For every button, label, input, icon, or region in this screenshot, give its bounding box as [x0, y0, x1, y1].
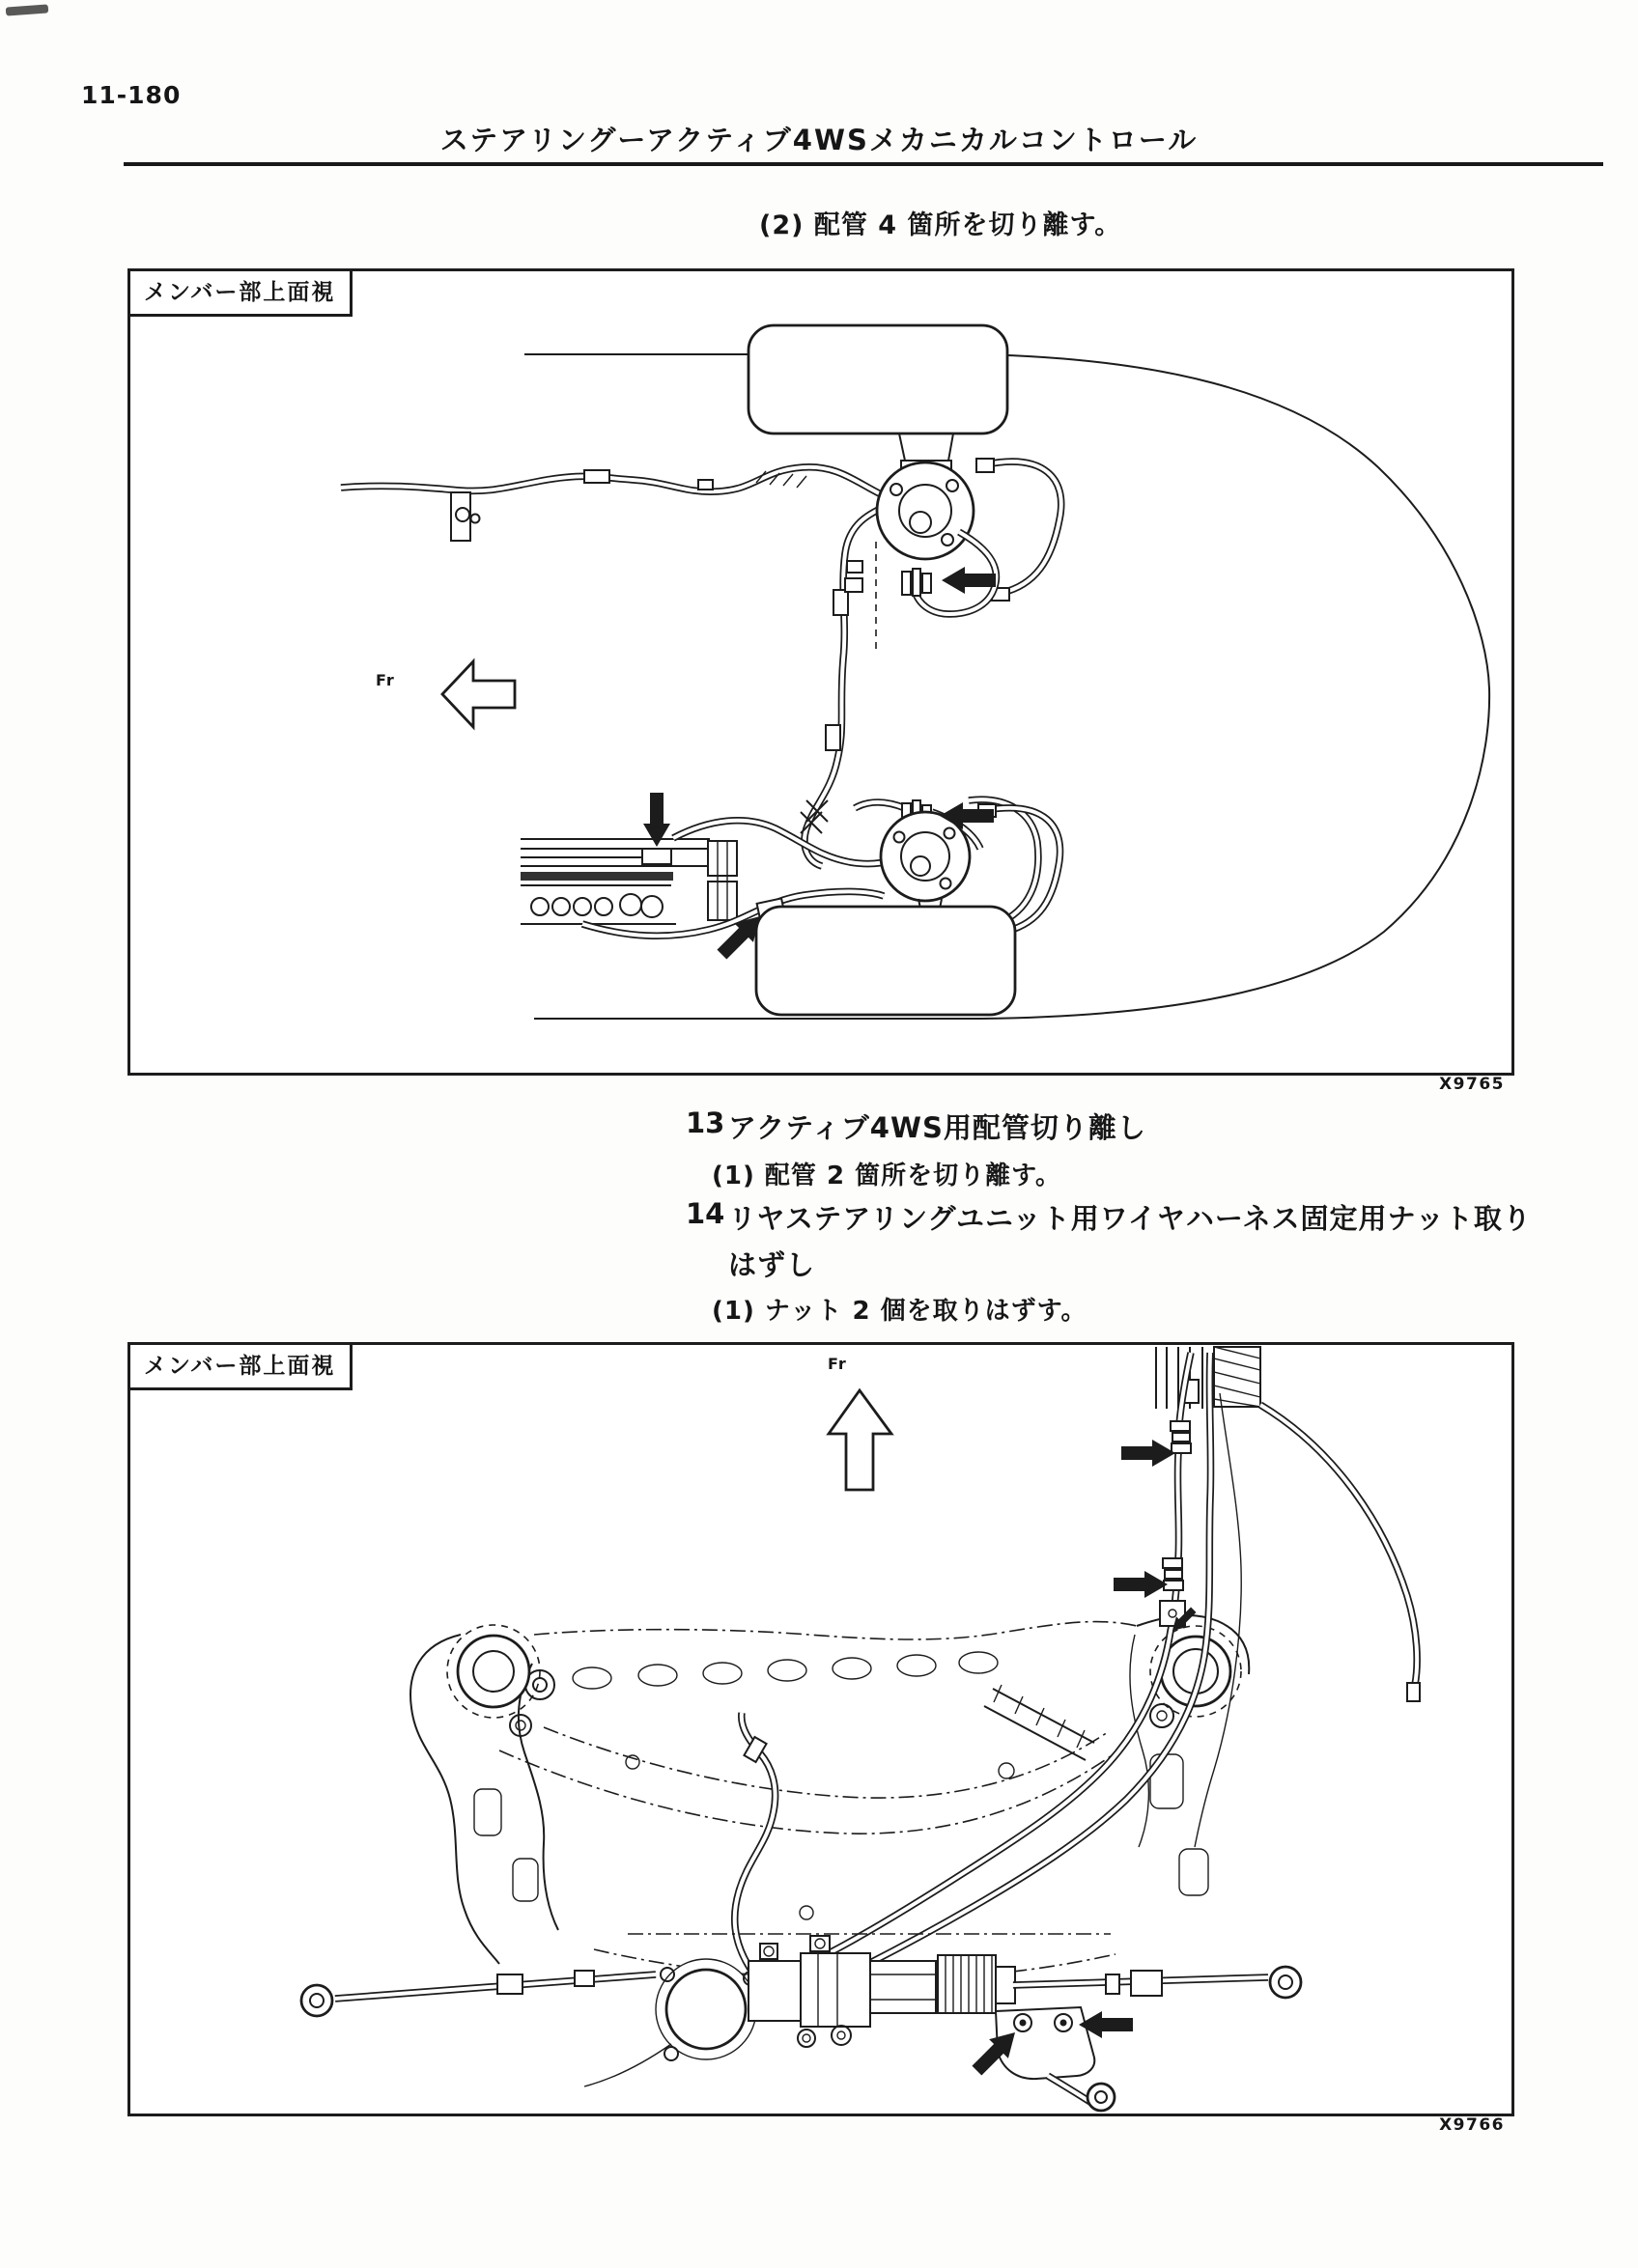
- item-14-substep: (1) ナット 2 個を取りはずす。: [712, 1297, 1087, 1326]
- item-13-substep: (1) 配管 2 箇所を切り離す。: [712, 1162, 1062, 1190]
- item-14-number: 14: [686, 1197, 725, 1230]
- fr-label: Fr: [828, 1355, 847, 1373]
- fr-direction-arrow: [442, 661, 515, 727]
- figure-bottom-drawing: [130, 1345, 1511, 2114]
- figure-member-top-view-crossmember: [127, 1342, 1514, 2116]
- center-pipe: [801, 503, 893, 866]
- crossmember-outline: [410, 1615, 1249, 1964]
- disconnect-arrow-1: [942, 567, 996, 594]
- cooler-unit: [521, 839, 737, 924]
- figure-code-x9765: X9765: [1439, 1075, 1505, 1094]
- pipe-strap: [984, 1685, 1094, 1760]
- item-14-title-line2: はずし: [728, 1248, 816, 1281]
- figure-code-x9766: X9766: [1439, 2115, 1505, 2135]
- figure-member-top-view-piping: [127, 268, 1514, 1076]
- rear-steering-unit: [301, 1934, 1301, 2086]
- bushing-ring-right: [1150, 1626, 1241, 1727]
- fr-label: Fr: [376, 671, 395, 689]
- step-2-text: (2) 配管 4 箇所を切り離す。: [759, 210, 1122, 240]
- item-13-number: 13: [686, 1106, 725, 1139]
- disconnect-arrow-2: [1114, 1571, 1168, 1598]
- view-label: メンバー部上面視: [127, 1342, 353, 1390]
- disconnect-arrow-1: [1121, 1440, 1175, 1467]
- rear-tire-top: [748, 325, 1007, 476]
- bushing-ring-left: [447, 1625, 540, 1736]
- rear-tire-bottom: [756, 899, 1015, 1015]
- item-13-title: アクティブ4WS用配管切り離し: [728, 1111, 1146, 1144]
- view-label: メンバー部上面視: [127, 268, 353, 317]
- page-title: ステアリングーアクティブ4WSメカニカルコントロール: [439, 124, 1199, 156]
- header-rule: [124, 162, 1603, 166]
- page-number: 11-180: [81, 81, 182, 109]
- item-14-title-line1: リヤステアリングユニット用ワイヤハーネス固定用ナット取り: [728, 1202, 1532, 1235]
- fr-direction-arrow: [829, 1390, 891, 1490]
- rear-strut-assembly: [1156, 1347, 1420, 1847]
- scan-artifact: [6, 4, 49, 15]
- front-piping-run: [341, 467, 893, 541]
- figure-top-drawing: [130, 271, 1511, 1073]
- wheel-hub-top: [845, 459, 1061, 650]
